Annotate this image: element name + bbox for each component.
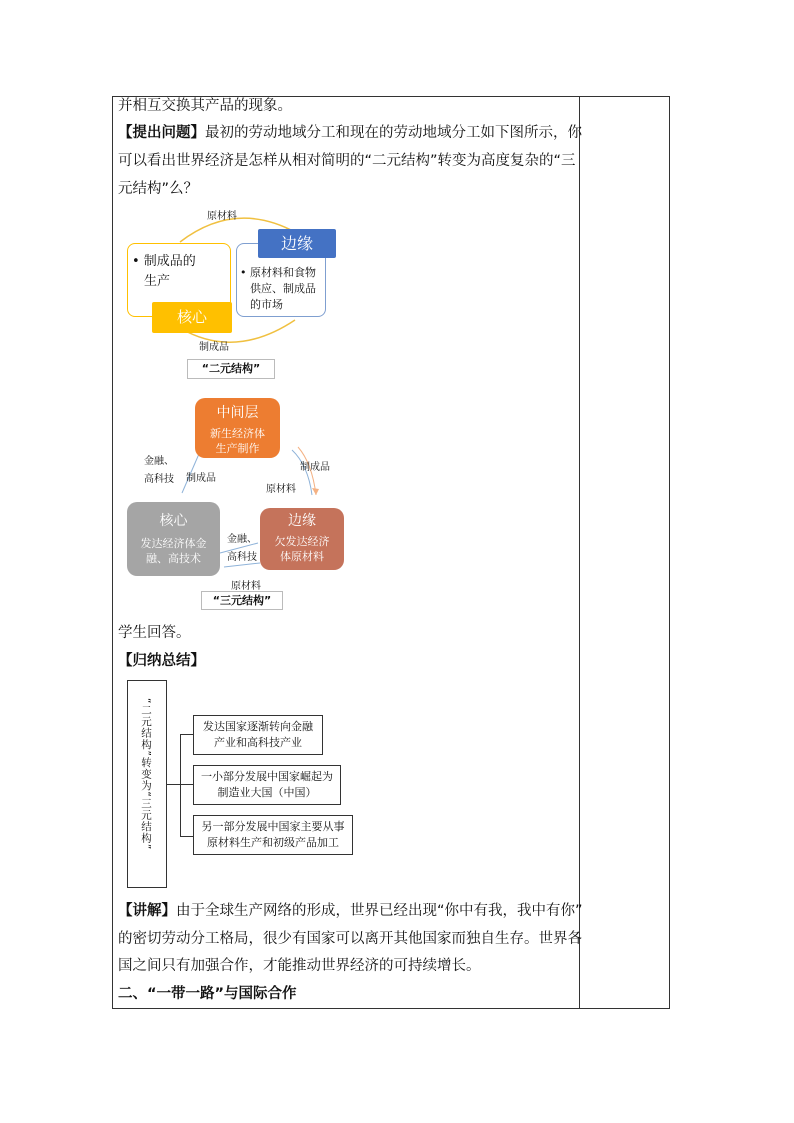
- summary-item-2: [193, 765, 341, 805]
- student-answer: 学生回答。: [118, 625, 191, 641]
- ternary-caption: “三元结构”: [201, 591, 283, 610]
- connector-vertical: [180, 734, 181, 837]
- connector-main: [167, 784, 181, 785]
- edge-sub-1: 欠发达经济: [274, 535, 330, 548]
- explain-heading: 【讲解】: [118, 903, 176, 919]
- summary-vertical-title: “二元结构”转变为“三元结构”: [140, 698, 152, 851]
- goods-right-label: 制成品: [300, 462, 330, 473]
- edge-bullet-line-3: 的市场: [250, 298, 283, 311]
- explain-line-3: 国之间只有加强合作，才能推动世界经济的可持续增长。: [118, 958, 481, 974]
- question-line-1: [118, 123, 582, 144]
- question-heading: 【提出问题】: [118, 125, 205, 141]
- summary-item-2-line-2: 制造业大国（中国）: [217, 786, 317, 799]
- core-box: [127, 502, 220, 576]
- explain-line-2: 的密切劳动分工格局，很少有国家可以离开其他国家而独自生存。世界各: [118, 931, 582, 947]
- core-sub-2: 融、高技术: [146, 552, 201, 565]
- binary-top-label: 原材料: [207, 211, 237, 222]
- connector-2: [180, 784, 194, 785]
- edge-title-box: 边缘: [258, 229, 336, 258]
- goods-left-label: 制成品: [186, 473, 216, 484]
- fin-left-label-2: 高科技: [144, 474, 174, 485]
- raw-bottom-label: 原材料: [231, 581, 261, 592]
- connector-3: [180, 836, 194, 837]
- fin-left-label-1: 金融、: [144, 456, 174, 467]
- summary-item-1-line-2: 产业和高科技产业: [214, 736, 302, 749]
- question-line-2: 可以看出世界经济是怎样从相对简明的“二元结构”转变为高度复杂的“三: [118, 153, 576, 169]
- edge-bullet-line-1: • 原材料和食物: [240, 266, 316, 279]
- core-sub-1: 发达经济体金: [140, 537, 207, 550]
- summary-item-3-line-2: 原材料生产和初级产品加工: [207, 836, 339, 849]
- paragraph-continuation: 并相互交换其产品的现象。: [118, 98, 292, 114]
- section-title: 二、“一带一路”与国际合作: [118, 986, 297, 1002]
- middle-layer-title: 中间层: [216, 405, 259, 421]
- binary-caption: “二元结构”: [187, 359, 275, 379]
- core-bullet-line-2: 生产: [144, 274, 171, 289]
- edge-box: [260, 508, 344, 570]
- summary-item-1-line-1: 发达国家逐渐转向金融: [203, 720, 313, 733]
- bottom-arrow: [224, 563, 260, 567]
- explain-text-1: 由于全球生产网络的形成，世界已经出现“你中有我，我中有你”: [176, 903, 583, 919]
- fin-mid-label-1: 金融、: [227, 534, 257, 545]
- middle-layer-sub-2: 生产制作: [215, 442, 260, 455]
- summary-item-1: [193, 715, 323, 755]
- core-title-box: 核心: [152, 302, 232, 333]
- summary-item-3-line-1: 另一部分发展中国家主要从事: [201, 820, 345, 833]
- connector-1: [180, 734, 194, 735]
- summary-item-3: [193, 815, 353, 855]
- summary-item-2-line-1: 一小部分发展中国家崛起为: [201, 770, 333, 783]
- core-title: 核心: [159, 513, 188, 529]
- binary-bottom-label: 制成品: [199, 342, 229, 353]
- edge-bullet-line-2: 供应、制成品: [250, 282, 316, 295]
- table-column-divider: [579, 96, 580, 1009]
- question-line-3: 元结构”么？: [118, 181, 199, 197]
- core-bullet-line-1: • 制成品的: [132, 254, 196, 269]
- fin-mid-label-2: 高科技: [227, 552, 257, 563]
- edge-title: 边缘: [288, 513, 316, 529]
- edge-sub-2: 体原材料: [280, 550, 324, 563]
- middle-layer-sub-1: 新生经济体: [210, 427, 265, 440]
- summary-heading: 【归纳总结】: [118, 653, 205, 669]
- raw-right-label: 原材料: [266, 484, 296, 495]
- question-text-1: 最初的劳动地域分工和现在的劳动地域分工如下图所示，你: [205, 125, 582, 141]
- explain-line-1: [118, 901, 583, 922]
- middle-layer-box: [195, 398, 280, 458]
